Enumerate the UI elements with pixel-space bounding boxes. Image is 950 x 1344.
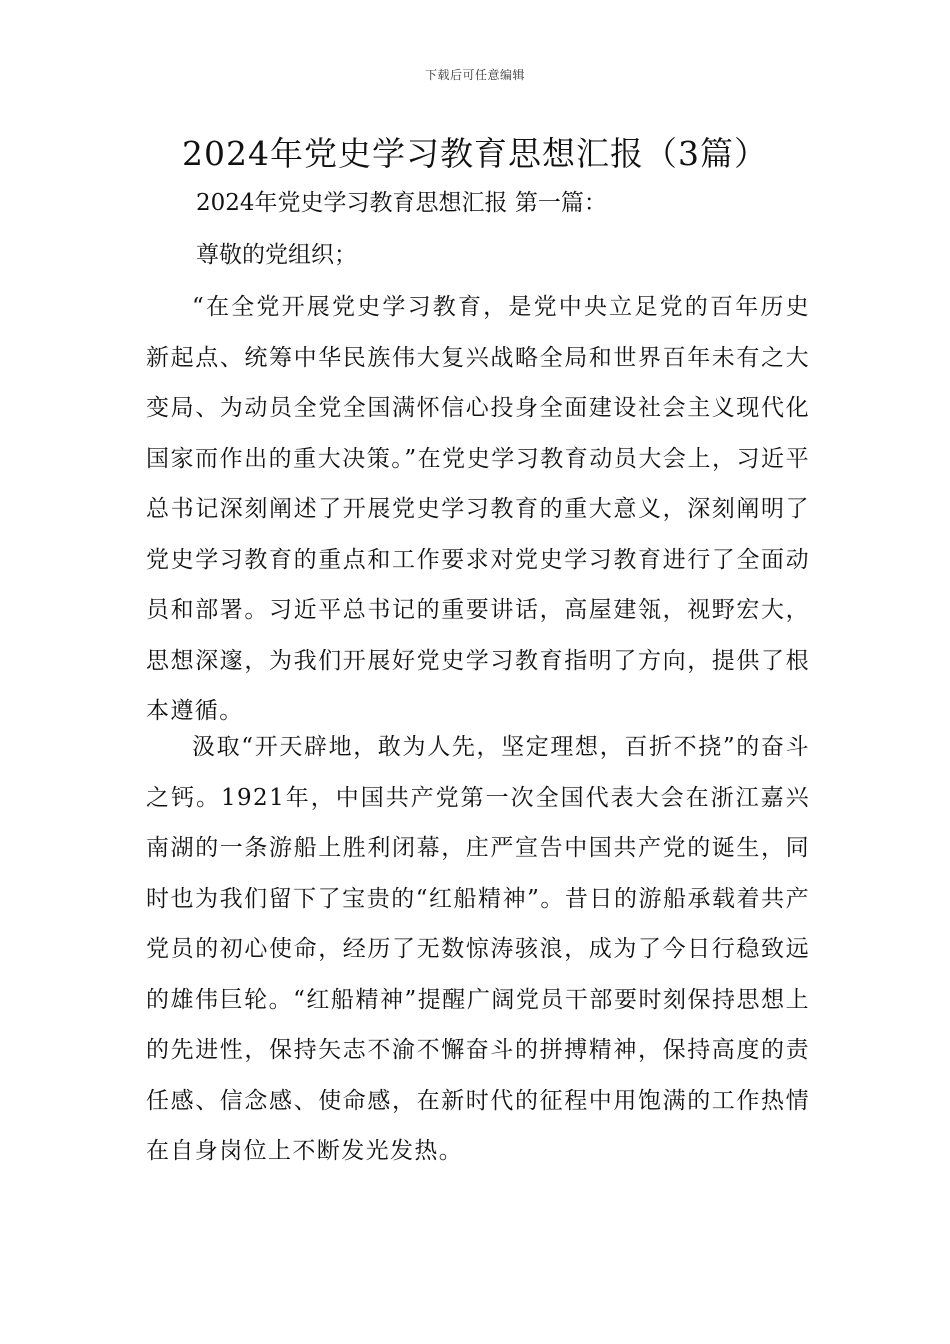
document-title: 2024年党史学习教育思想汇报（3篇）: [182, 134, 768, 173]
salutation: 尊敬的党组织；: [196, 242, 357, 268]
header-note: 下载后可任意编辑: [424, 68, 525, 82]
paragraph-1: “在全党开展党史学习教育，是党中央立足党的百年历史新起点、统筹中华民族伟大复兴战略全局和世界百年未有之大变局、为动员全党全国满怀信心投身全面建设社会主义现代化国家而作出的重大决策。”在党史学习教育动员大会上，习近平总书记深刻阐述了开展党史学习教育的重大意义，深刻阐明了党史学习教育的重点和工作要求对党史学习教育进行了全面动员和部署。习近平总书记的重要讲话，高屋建瓴，视野宏大，思想深邃，为我们开展好党史学习教育指明了方向，提供了根本遵循。: [146, 294, 810, 724]
document-subtitle: 2024年党史学习教育思想汇报 第一篇：: [196, 190, 607, 216]
paragraph-2: 汲取“开天辟地，敢为人先，坚定理想，百折不挠”的奋斗之钙。1921年，中国共产党第一次全国代表大会在浙江嘉兴南湖的一条游船上胜利闭幕，庄严宣告中国共产党的诞生，同时也为我们留下了宝贵的“红船精神”。昔日的游船承载着共产党员的初心使命，经历了无数惊涛骇浪，成为了今日行稳致远的雄伟巨轮。“红船精神”提醒广阔党员干部要时刻保持思想上的先进性，保持矢志不渝不懈奋斗的拼搏精神，保持高度的责任感、信念感、使命感，在新时代的征程中用饱满的工作热情在自身岗位上不断发光发热。: [146, 734, 810, 1164]
